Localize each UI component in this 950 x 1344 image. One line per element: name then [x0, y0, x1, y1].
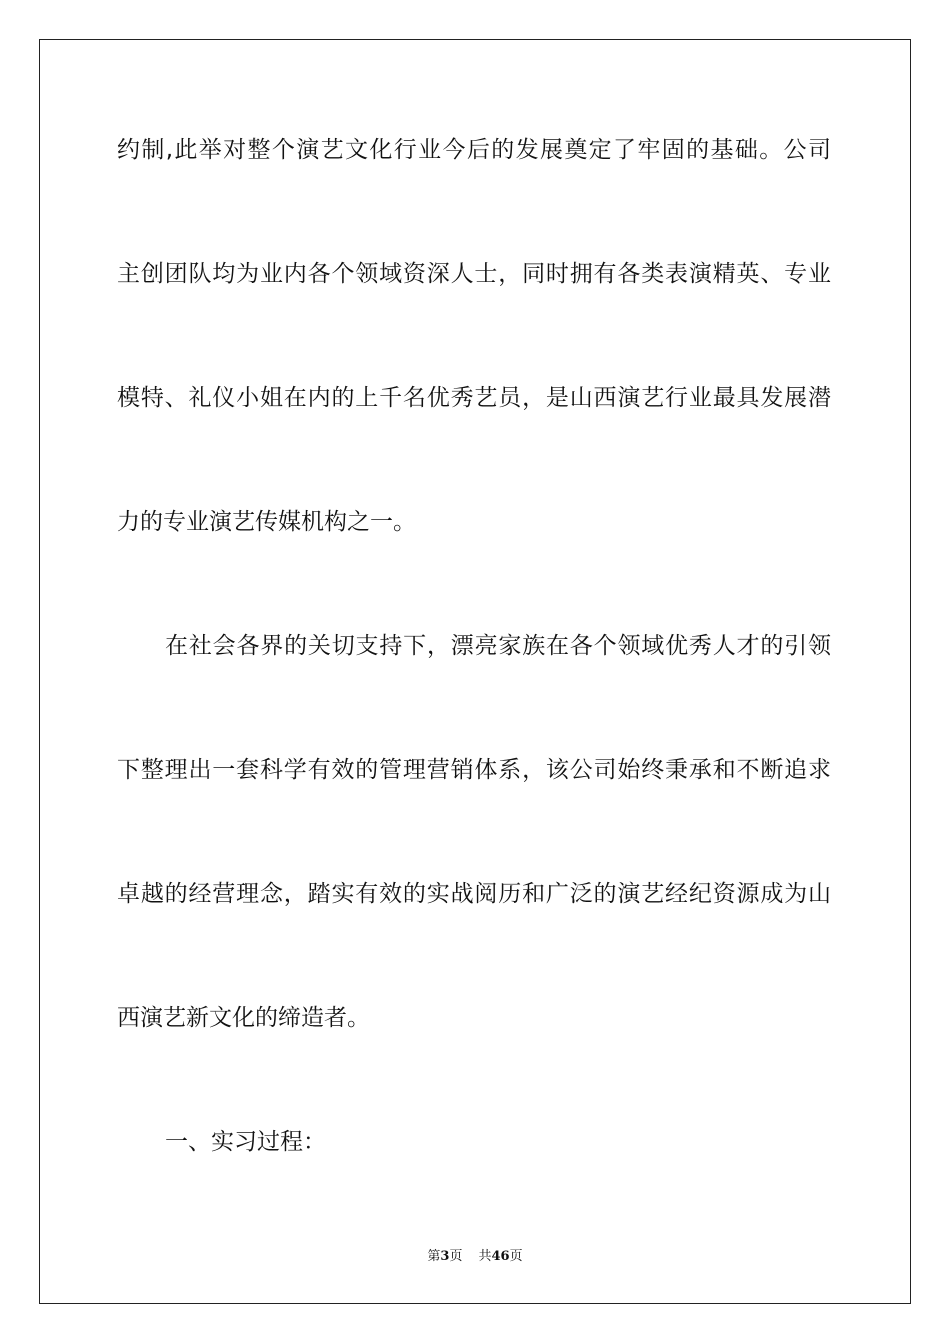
- total-prefix: 共: [478, 1249, 492, 1264]
- page-footer: [0, 1249, 950, 1265]
- page-current: 3: [440, 1249, 450, 1264]
- page-total: 46: [491, 1249, 510, 1264]
- paragraph-line: 力的专业演艺传媒机构之一。: [117, 509, 416, 535]
- paragraph-line: 模特、礼仪小姐在内的上千名优秀艺员，是山西演艺行业最具发展潜: [117, 385, 831, 411]
- page-suffix: 页: [449, 1249, 463, 1264]
- paragraph-line: 主创团队均为业内各个领域资深人士，同时拥有各类表演精英、专业: [117, 261, 831, 287]
- total-suffix: 页: [509, 1249, 523, 1264]
- paragraph-line: 约制,此举对整个演艺文化行业今后的发展奠定了牢固的基础。公司: [117, 137, 831, 163]
- section-heading: 一、实习过程：: [165, 1129, 326, 1155]
- paragraph-line: 下整理出一套科学有效的管理营销体系，该公司始终秉承和不断追求: [117, 757, 831, 783]
- paragraph-line: 西演艺新文化的缔造者。: [117, 1005, 370, 1031]
- page-prefix: 第: [427, 1249, 441, 1264]
- paragraph-line: 在社会各界的关切支持下，漂亮家族在各个领域优秀人才的引领: [165, 633, 831, 659]
- page-border: [39, 39, 911, 1304]
- paragraph-line: 卓越的经营理念，踏实有效的实战阅历和广泛的演艺经纪资源成为山: [117, 881, 831, 907]
